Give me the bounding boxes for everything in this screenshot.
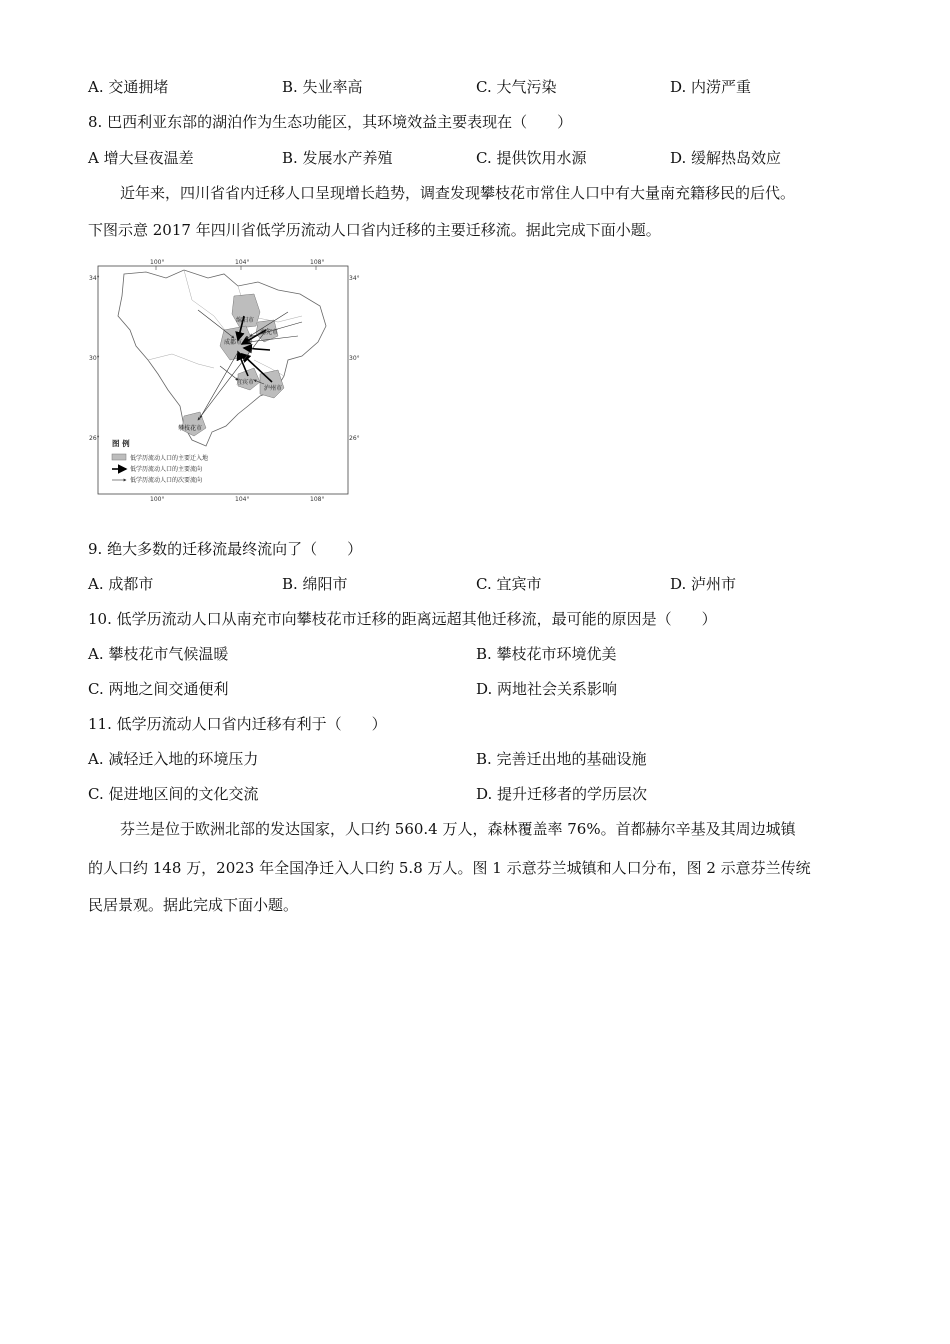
q8-option-b[interactable]: B. 发展水产养殖 <box>282 149 393 167</box>
q7-option-a[interactable]: A. 交通拥堵 <box>88 78 169 96</box>
q7-option-c[interactable]: C. 大气污染 <box>476 78 557 96</box>
top-tick-3: 108° <box>310 259 325 266</box>
q9-option-d[interactable]: D. 泸州市 <box>670 575 737 593</box>
q10-option-c[interactable]: C. 两地之间交通便利 <box>88 680 229 698</box>
legend-title: 图 例 <box>112 439 130 448</box>
q8-option-d[interactable]: D. 缓解热岛效应 <box>670 149 782 167</box>
passage2-line3: 民居景观。据此完成下面小题。 <box>88 896 299 914</box>
q7-option-d[interactable]: D. 内涝严重 <box>670 78 752 96</box>
bottom-tick-1: 100° <box>150 496 165 503</box>
right-tick-2: 30° <box>349 355 360 362</box>
right-tick-3: 26° <box>349 435 360 442</box>
bottom-tick-2: 104° <box>235 496 250 503</box>
q10-option-d[interactable]: D. 两地社会关系影响 <box>476 680 618 698</box>
legend-main-flow: 低学历流动人口的主要流向 <box>130 466 203 473</box>
q7-option-b[interactable]: B. 失业率高 <box>282 78 363 96</box>
q8-option-c[interactable]: C. 提供饮用水源 <box>476 149 587 167</box>
q9-option-b[interactable]: B. 绵阳市 <box>282 575 348 593</box>
left-tick-1: 34° <box>89 275 100 282</box>
left-tick-3: 26° <box>89 435 100 442</box>
city-label-luzhou: 泸州市 <box>264 385 283 392</box>
left-tick-2: 30° <box>89 355 100 362</box>
q9-option-c[interactable]: C. 宜宾市 <box>476 575 542 593</box>
q9-stem: 9. 绝大多数的迁移流最终流向了（ ） <box>88 540 363 558</box>
city-label-mianyang: 绵阳市 <box>236 317 255 324</box>
passage2-line2: 的人口约 148 万，2023 年全国净迁入人口约 5.8 万人。图 1 示意芬兰城镇和人口分布，图 2 示意芬兰传统 <box>88 859 811 877</box>
bottom-tick-3: 108° <box>310 496 325 503</box>
right-tick-1: 34° <box>349 275 360 282</box>
map-svg <box>88 256 360 503</box>
q10-option-a[interactable]: A. 攀枝花市气候温暖 <box>88 645 229 663</box>
city-label-nanchong: 南充市 <box>260 329 279 336</box>
q11-stem: 11. 低学历流动人口省内迁移有利于（ ） <box>88 715 387 733</box>
q11-option-a[interactable]: A. 减轻迁入地的环境压力 <box>88 750 259 768</box>
q9-option-a[interactable]: A. 成都市 <box>88 575 154 593</box>
city-label-chengdu: 成都市 <box>224 339 243 346</box>
city-label-yibin: 宜宾市 <box>236 379 255 386</box>
top-tick-1: 100° <box>150 259 165 266</box>
q11-option-d[interactable]: D. 提升迁移者的学历层次 <box>476 785 648 803</box>
q11-option-b[interactable]: B. 完善迁出地的基础设施 <box>476 750 647 768</box>
sichuan-migration-map <box>88 256 360 503</box>
q11-option-c[interactable]: C. 促进地区间的文化交流 <box>88 785 259 803</box>
q8-option-a[interactable]: A 增大昼夜温差 <box>88 149 194 167</box>
city-label-panzhihua: 攀枝花市 <box>178 425 203 432</box>
passage1-line1: 近年来，四川省省内迁移人口呈现增长趋势，调查发现攀枝花市常住人口中有大量南充籍移民的后代。 <box>120 184 796 202</box>
legend-swatch-region <box>112 454 126 460</box>
top-tick-2: 104° <box>235 259 250 266</box>
q8-stem: 8. 巴西利亚东部的湖泊作为生态功能区，其环境效益主要表现在（ ） <box>88 113 573 131</box>
legend-region: 低学历流动人口的主要迁入地 <box>130 455 209 462</box>
q10-stem: 10. 低学历流动人口从南充市向攀枝花市迁移的距离远超其他迁移流，最可能的原因是（ ） <box>88 610 717 628</box>
legend-secondary-flow: 低学历流动人口的次要流向 <box>130 477 203 484</box>
passage1-line2: 下图示意 2017 年四川省低学历流动人口省内迁移的主要迁移流。据此完成下面小题。 <box>88 221 661 239</box>
q10-option-b[interactable]: B. 攀枝花市环境优美 <box>476 645 617 663</box>
passage2-line1: 芬兰是位于欧洲北部的发达国家，人口约 560.4 万人，森林覆盖率 76%。首都赫尔辛基及其周边城镇 <box>120 820 796 838</box>
